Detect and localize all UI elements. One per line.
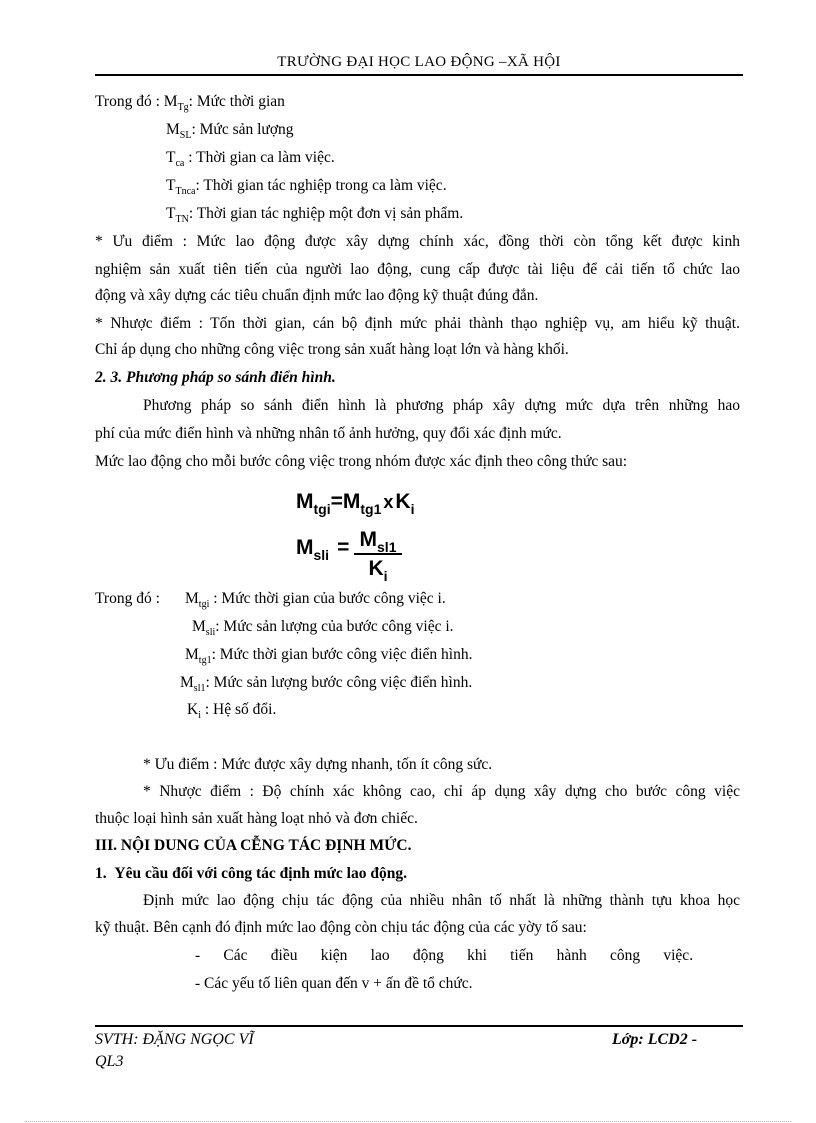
footer-class: Lớp: LCD2 - [612,1031,698,1048]
footer-rule [95,1025,743,1027]
advantages-line-1: * Ưu điểm : Mức lao động được xây dựng chính xác, đồng thời còn tổng kết được kinh [95,233,740,250]
eval2-disadvantages-line-2: thuộc loại hình sản xuất hàng loạt nhỏ và đơn chiếc. [95,810,418,827]
fraction-numerator: $M_{sl1}$ [359,528,397,555]
def-ki: $K_i$ : Hệ số đổi. [187,701,277,721]
page-header: TRƯỜNG ĐẠI HỌC LAO ĐỘNG –XÃ HỘI [277,54,561,70]
section-2-3-p1-line-1: Phương pháp so sánh điển hình là phương pháp xây dựng mức dựa trên những hao [143,397,740,414]
eval2-advantages: * Ưu điểm : Mức được xây dựng nhanh, tốn ít công sức. [143,756,493,773]
advantages-line-2: nghiệm sản xuất tiên tiến của người lao động, cung cấp được tài liệu để cải tiến tổ chức lao [95,261,740,278]
formula-msli-fraction [354,528,402,584]
def-ttn: $T_{TN}$: Thời gian tác nghiệp một đơn vị sản phẩm. [166,205,464,225]
section-2-3-p1-line-2: phí của mức điển hình và những nhân tố ảnh hưởng, quy đổi xác định mức. [95,425,562,442]
defs2-intro: Trong đó : [95,590,160,607]
footer-student: SVTH: ĐẶNG NGỌC VĨ [95,1031,254,1048]
defs1-intro: Trong đó : $M_{Tg}$: Mức thời gian [95,93,285,113]
eval2-disadvantages-line-1: * Nhược điểm : Độ chính xác không cao, chỉ áp dụng xây dựng cho bước công việc [143,783,740,800]
def-msli: $M_{sli}$: Mức sản lượng của bước công việc i. [192,618,454,638]
def-ttnca: $T_{Tnca}$: Thời gian tác nghiệp trong ca làm việc. [166,177,447,197]
section-2-3-p2: Mức lao động cho mỗi bước công việc trong nhóm được xác định theo công thức sau: [95,453,628,470]
def-msl1: $M_{sl1}$: Mức sản lượng bước công việc điển hình. [180,674,473,694]
fraction-denominator: $K_i$ [368,557,388,584]
formula-msli-lhs: $M_{sli}$ = [296,536,350,563]
def-mtg1: $M_{tg1}$: Mức thời gian bước công việc điển hình. [185,646,473,666]
section-3-p-line-2: kỹ thuật. Bên cạnh đó định mức lao động còn chịu tác động của các yờy tố sau: [95,919,587,936]
disadvantages-line-1: * Nhược điểm : Tốn thời gian, cán bộ định mức phải thành thạo nghiệp vụ, am hiểu kỹ thuật. [95,315,740,332]
def-mtgi: $M_{tgi}$ : Mức thời gian của bước công việc i. [185,590,446,610]
page-bottom-border [25,1121,791,1122]
header-rule [95,74,743,76]
section-3-title: III. NỘI DUNG CỦA CỄNG TÁC ĐỊNH MỨC. [95,837,412,854]
advantages-line-3: động và xây dựng các tiêu chuẩn định mức lao động kỹ thuật đúng đắn. [95,287,539,304]
def-tca: $T_{ca}$ : Thời gian ca làm việc. [166,149,335,169]
formula-mtgi: $M_{tgi}=M_{tg1}$ $xK_i$ [296,490,415,517]
bullet-2: - Các yếu tố liên quan đến v + ấn đề tổ chức. [195,975,473,992]
footer-class-code: QL3 [95,1053,124,1070]
section-2-3-title: 2. 3. Phương pháp so sánh điển hình. [95,369,336,386]
section-3-p-line-1: Định mức lao động chịu tác động của nhiều nhân tố nhất là những thành tựu khoa học [143,892,740,909]
def-msl: $M_{SL}$: Mức sản lượng [166,121,294,141]
disadvantages-line-2: Chỉ áp dụng cho những công việc trong sản xuất hàng loạt lớn và hàng khối. [95,341,569,358]
bullet-1: - Các điều kiện lao động khi tiến hành công việc. [195,947,694,964]
section-3-1-title: 1. Yêu cầu đối với công tác định mức lao động. [95,865,407,882]
